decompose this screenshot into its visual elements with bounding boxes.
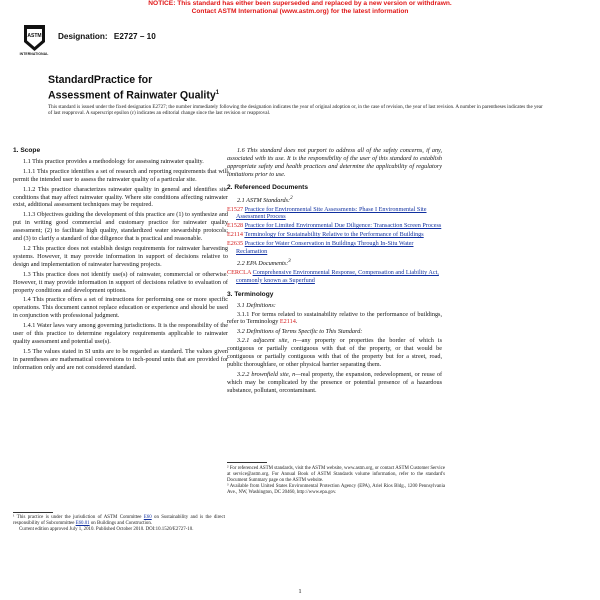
paragraph-3-2-1 (227, 337, 442, 369)
reference-item[interactable] (227, 231, 442, 239)
astm-standards-text: 2.1 ASTM Standards: (237, 196, 291, 204)
paragraph-1-1-2: 1.1.2 This practice characterizes rainwater quality in general and identifies site conditions that may affect rainwater quality. Where site conditions affecting rainwater exist, additional assessment techniques may be required. (13, 185, 228, 209)
paragraph-3-1-1-end: . (295, 318, 298, 326)
epa-documents-footnote-ref: 3 (288, 257, 291, 264)
committee-link[interactable]: E60 (143, 515, 152, 520)
astm-standards-footnote-ref: 2 (290, 194, 293, 201)
definition-brownfield-site: real property, the expansion, redevelopment, or reuse of which may be complicated by the presence or potential presence of a hazardous substance, pollutant, orcontaminant. (227, 370, 442, 394)
footnote-3: ³ Available from United States Environmental Protection Agency (EPA), Ariel Rios Bldg., 1200 Pennsylvania Ave., NW, Washington, DC 20460, http://www.epa.gov. (227, 484, 445, 495)
paragraph-3-1-1 (227, 311, 442, 327)
section-heading-scope: 1. Scope (13, 147, 41, 154)
footnotes-right (227, 466, 445, 496)
right-column (227, 147, 442, 397)
paragraph-1-1: 1.1 This practice provides a methodology for assessing rainwater quality. (23, 157, 204, 165)
definitions-label: 3.1 Definitions: (237, 301, 276, 309)
section-heading-terminology: 3. Terminology (227, 290, 274, 298)
paragraph-1-1-1: 1.1.1 This practice identifies a set of research and reporting requirements that will permit the intended user to assess the rainwater quality of a particular site. (13, 167, 228, 183)
footnote-1-edition: Current edition approved July 1, 2010. Published October 2010. DOI:10.1520/E2727-10. (19, 527, 194, 532)
reference-code[interactable]: E2635 (227, 240, 244, 248)
reference-item[interactable] (227, 206, 442, 222)
subcommittee-link[interactable]: E60.01 (75, 521, 90, 526)
astm-logo-icon (22, 24, 47, 52)
reference-item[interactable] (227, 222, 442, 230)
section-heading-referenced-documents: 2. Referenced Documents (227, 183, 308, 191)
title-line-2 (48, 87, 219, 102)
footnote-1-part: on Buildings and Construction. (89, 521, 152, 526)
paragraph-1-6: 1.6 This standard does not purport to address all of the safety concerns, if any, associated with its use. It is the responsibility of the user of this standard to establish appropriate safety and health practices and determine the applicability of regulatory limitations prior to use. (227, 147, 442, 178)
reference-code[interactable]: E1527 (227, 205, 244, 213)
footnote-1-text (13, 515, 225, 527)
footnote-1 (13, 515, 225, 533)
page-number: 1 (298, 588, 302, 595)
epa-documents-label (237, 258, 442, 268)
term-brownfield-site: 3.2.2 brownfield site, n— (237, 370, 301, 378)
paragraph-3-1-1-text: 3.1.1 For terms related to sustainability relative to the performance of buildings, refer to Terminology (227, 310, 442, 326)
reference-code[interactable]: E1528 (227, 222, 244, 230)
title-footnote-ref: 1 (215, 89, 220, 96)
reference-title[interactable]: Practice for Water Conservation in Buildings Through In-Situ Water Reclamation (236, 240, 414, 256)
logo-caption: INTERNATIONAL (19, 52, 49, 56)
definition-adjacent-site: any property or properties the border of which is contiguous or partially contiguous with that of the property, or that would be contiguous or partially contiguous with that of the property but for a street, road, public thoroughfare, or other physical barrier separating them. (227, 337, 442, 368)
notice-line-1: NOTICE: This standard has either been superseded and replaced by a new version or withdrawn. (148, 0, 452, 7)
definitions-specific-label: 3.2 Definitions of Terms Specific to This Standard: (237, 328, 363, 336)
paragraph-1-1-3: 1.1.3 Objectives guiding the development of this practice are (1) to synthesize and put in writing good commercial and customary practice for rainwater quality assessment; (2) to facilitate high quality, standardized water stewardship protocols; and (3) to clarify a standard of due diligence that is practical and reasonable. (13, 211, 228, 243)
title-line-1: StandardPractice for (48, 74, 153, 86)
paragraph-3-2-2 (227, 371, 442, 395)
reference-title[interactable]: Terminology for Sustainability Relative to the Performance of Buildings (244, 231, 424, 239)
paragraph-1-4-1: 1.4.1 Water laws vary among governing jurisdictions. It is the responsibility of the user of this practice to determine regulatory requirements applicable to rainwater quality assessment and potential use(s). (13, 322, 228, 345)
astm-standards-label (237, 195, 442, 205)
paragraph-1-3: 1.3 This practice does not identify use(s) of rainwater, commercial or otherwise. However, it may provide information in support of decisions relative to evaluation of property conditions and development options. (13, 270, 228, 294)
issue-note: This standard is issued under the fixed designation E2727; the number immediately following the designation indicates the year of original adoption or, in the case of revision, the year of last revision. A number in parentheses indicates the year of last reapproval. A superscript epsilon (ε) indicates an editorial change since the last revision or reapproval. (48, 104, 543, 117)
footnote-1-part: on Sustainability and is the direct responsibility of Subcommittee (13, 515, 225, 526)
withdrawal-notice (0, 0, 600, 16)
reference-title[interactable]: Practice for Environmental Site Assessments: Phase I Environmental Site Assessment Process (236, 205, 427, 221)
footnote-rule-left (13, 512, 53, 513)
reference-title[interactable]: Practice for Limited Environmental Due Diligence: Transaction Screen Process (244, 222, 442, 230)
reference-list (227, 206, 442, 256)
designation-value: E2727 – 10 (113, 32, 156, 41)
term-adjacent-site: 3.2.1 adjacent site, n— (237, 337, 302, 345)
reference-title[interactable]: Comprehensive Environmental Response, Compensation and Liability Act, commonly known as Superfund (236, 268, 439, 284)
epa-documents-text: 2.2 EPA Documents: (237, 260, 289, 267)
title-main: Assessment of Rainwater Quality (48, 89, 216, 102)
reference-item-cercla[interactable] (227, 269, 442, 285)
footnote-1-part: ¹ This practice is under the jurisdiction of ASTM Committee (13, 515, 144, 520)
designation-label: Designation: (58, 32, 108, 41)
paragraph-1-2: 1.2 This practice does not establish design requirements for rainwater harvesting systems. However, it may provide information in support of decisions relative to design and implementation of rainwater harvesting projects. (13, 244, 228, 268)
reference-code[interactable]: E2114 (227, 231, 243, 239)
footnote-rule-right (227, 462, 267, 463)
left-column (13, 147, 228, 374)
paragraph-1-5: 1.5 The values stated in SI units are to be regarded as standard. The values given in parentheses are mathematical conversions to inch-pound units that are provided for information only and are not considered standard. (13, 347, 228, 371)
reference-code[interactable]: CERCLA (227, 268, 252, 276)
notice-line-2: Contact ASTM International (www.astm.org) for the latest information (191, 8, 409, 15)
svg-text:ASTM: ASTM (27, 33, 42, 39)
paragraph-1-4: 1.4 This practice offers a set of instructions for performing one or more specific operations. This document cannot replace education or experience and should be used in conjunction with professional judgment. (13, 296, 228, 320)
reference-item[interactable] (227, 240, 442, 256)
footnote-2: ² For referenced ASTM standards, visit the ASTM website, www.astm.org, or contact ASTM Customer Service at service@astm.org. For Annual Book of ASTM Standards volume information, refer to the standard's Document Summary page on the ASTM website. (227, 466, 445, 483)
designation (58, 32, 156, 41)
document-title (48, 74, 219, 102)
terminology-link[interactable]: E2114 (279, 318, 296, 326)
